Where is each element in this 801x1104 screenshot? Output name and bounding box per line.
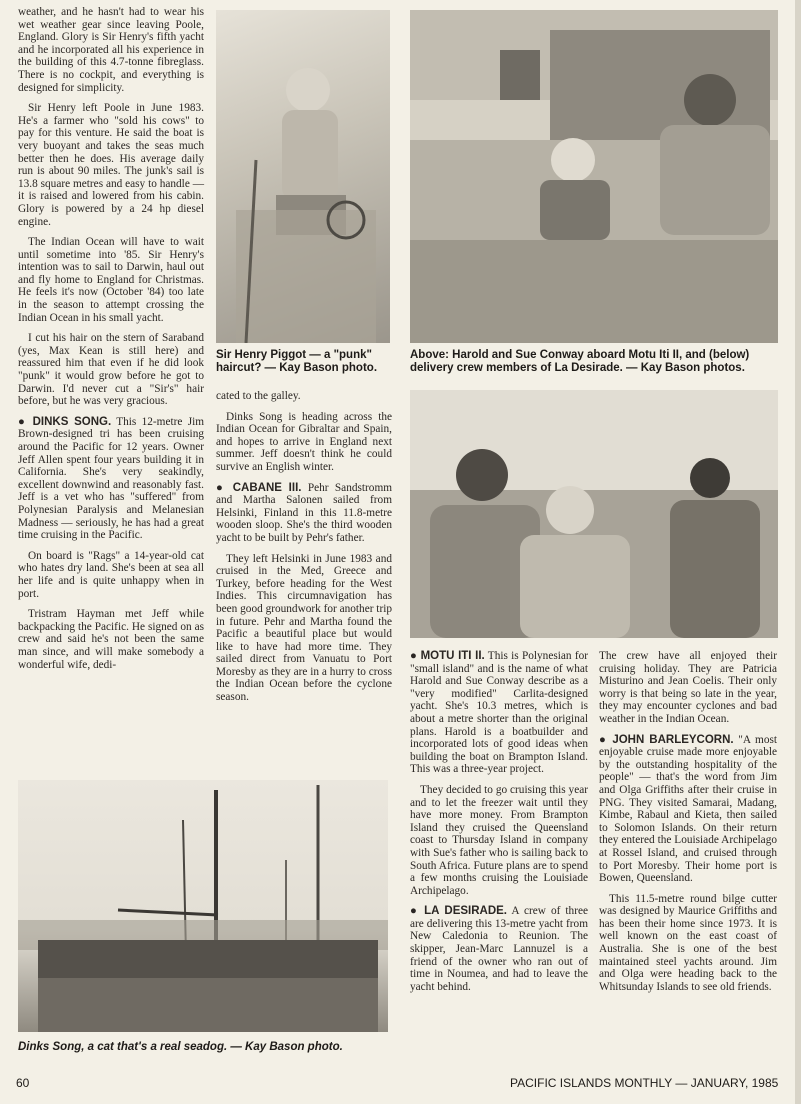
section-motu-iti-ii (410, 650, 588, 776)
section-heading: MOTU ITI II. (420, 650, 485, 662)
photo-dinks-song (18, 780, 388, 1032)
bullet-icon: ● (410, 650, 418, 662)
caption-dinks-song: Dinks Song, a cat that's a real seadog. — Kay Bason photo. (18, 1041, 343, 1053)
column-2 (216, 390, 392, 712)
column-3 (410, 650, 588, 1001)
photo-sir-henry-piggot (216, 10, 390, 343)
caption-piggot: Sir Henry Piggot — a "punk" haircut? — Kay Bason photo. (216, 349, 378, 374)
paragraph: Tristram Hayman met Jeff while backpacking the Pacific. He signed on as crew and said he's not been the same man since, and will make somebody a wonderful wife, dedi- (18, 608, 204, 671)
column-4 (599, 650, 777, 1001)
section-dinks-song (18, 416, 204, 542)
paragraph: Sir Henry left Poole in June 1983. He's a farmer who "sold his cows" to pay for this venture. He said the boat is very buoyant and takes the seas much better then he does. His average daily run is about 90 miles. The junk's sail is 13.8 square metres and easy to handle — it is raised and lowered from his cabin. Glory is powered by a 24 hp diesel engine. (18, 102, 204, 228)
paragraph: They decided to go cruising this year and to let the freezer wait until they have more money. From Brampton Island they cruised the Queensland coast to Thursday Island in company with Sue's father who is sailing back to South Africa. Future plans are to spend a few months cruising the Louisiade Archipelago. (410, 783, 588, 897)
page-number: 60 (16, 1076, 30, 1090)
paragraph-text: A crew of three are delivering this 13-metre yacht from New Caledonia to Reunion. The skipper, Jean-Marc Lannuzel is a friend of the owner who ran out of time in Noumea, and had to leave the yacht behind. (410, 905, 588, 993)
section-la-desirade (410, 905, 588, 993)
section-cabane-iii (216, 482, 392, 545)
paragraph-text: Pehr Sandstromm and Martha Salonen sailed from Helsinki, Finland in this 11.8-metre wooden sloop. She's the third wooden yacht to be built by Pehr's father. (216, 481, 393, 544)
section-heading: LA DESIRADE. (424, 905, 508, 918)
paragraph: weather, and he hasn't had to wear his wet weather gear since leaving Poole, England. Glory is Sir Henry's fifth yacht and he incorporated all his experience in the building of this 4.7-tonne fibreglass. There is no cockpit, and everything is designed for simplicity. (18, 6, 204, 94)
caption-conway: Above: Harold and Sue Conway aboard Motu Iti II, and (below) delivery crew members of La Desirade. — Kay Bason photos. (410, 349, 750, 374)
page-edge (795, 0, 801, 1104)
bullet-icon: ● (18, 415, 28, 428)
paragraph: I cut his hair on the stern of Saraband (yes, Max Kean is still here) and reassured him that even if he did look "punk" it would grow before he got to Darwin. I'd never cut a "Sir's" hair before, but he was very gracious. (18, 332, 204, 408)
section-heading: JOHN BARLEYCORN. (612, 733, 734, 746)
paragraph: Dinks Song is heading across the Indian Ocean for Gibraltar and Spain, and hopes to arrive in England next summer. Jeff doesn't think he could survive an English winter. (216, 410, 392, 473)
paragraph: The crew have all enjoyed their cruising holiday. They are Patricia Misturino and Jean Coelis. Their only worry is that being so late in the year, they may encounter cyclones and bad weather in the Indian Ocean. (599, 650, 777, 725)
section-heading: DINKS SONG. (32, 415, 112, 428)
paragraph: They left Helsinki in June 1983 and cruised in the Med, Greece and Turkey, before heading for the West Indies. This circumnavigation has been good groundwork for another trip in future. Pehr and Martha found the Pacific a beautiful place but would like to have had more time. They sailed direct from Vanuatu to Port Moresby as they are in a hurry to cross the Indian Ocean before the cyclone season. (216, 552, 392, 704)
bullet-icon: ● (410, 905, 420, 918)
section-john-barleycorn (599, 734, 777, 885)
paragraph: The Indian Ocean will have to wait until sometime into '85. Sir Henry's intention was to sail to Darwin, haul out and fly home to England for Christmas. He feels it's now (October '84) too late in the season to attempt crossing the Indian Ocean in his small yacht. (18, 236, 204, 324)
photo-conway-aboard (410, 10, 778, 343)
bullet-icon: ● (216, 481, 227, 494)
paragraph: cated to the galley. (216, 390, 301, 402)
section-heading: CABANE III. (232, 481, 302, 494)
paragraph: On board is "Rags" a 14-year-old cat who hates dry land. She's been at sea all her life and is quite unhappy when in port. (18, 549, 204, 600)
paragraph-text: "A most enjoyable cruise made more enjoyable by the outstanding hospitality of the people" — that's the word from Jim and Olga Griffiths after their cruise in PNG. They visited Samarai, Madang, Kimbe, Rabaul and Kieta, then sailed to Solomon Islands. On their return they entered the Louisiade Archipelago at Rossel Island, and cruised through to Port Moresby. Their home port is Bowen, Queensland. (599, 733, 778, 885)
paragraph: This 11.5-metre round bilge cutter was designed by Maurice Griffiths and has been their home since 1973. It is well known on the east coast of Australia. She is one of the best maintained steel yachts around. Jim and Olga were heading back to the Whitsunday Islands to see old friends. (599, 892, 777, 993)
photo-la-desirade-crew (410, 390, 778, 638)
bullet-icon: ● (599, 733, 608, 746)
publication-footer: PACIFIC ISLANDS MONTHLY — JANUARY, 1985 (510, 1076, 779, 1090)
column-1 (18, 6, 204, 679)
paragraph-text: This 12-metre Jim Brown-designed tri has been cruising around the Pacific for 12 years. Owner Jeff Allen spent four years building it in California. She's very seakindly, excellent downwind and reasonably fast. Jeff is a vet who has "suffered" from Polynesian Paralysis and Melanesian Madness — seriously, he has had a great time cruising in the Pacific. (18, 415, 205, 542)
paragraph-text: This is Polynesian for "small island" and is the name of what Harold and Sue Conway describe as a "very modified" Carlita-designed yacht. She's 10.3 metres, which is about a metre shorter than the original plans. Harold is a boatbuilder and incorporated lots of good ideas when building the boat on Brampton Island. This was a three-year project. (410, 650, 588, 776)
